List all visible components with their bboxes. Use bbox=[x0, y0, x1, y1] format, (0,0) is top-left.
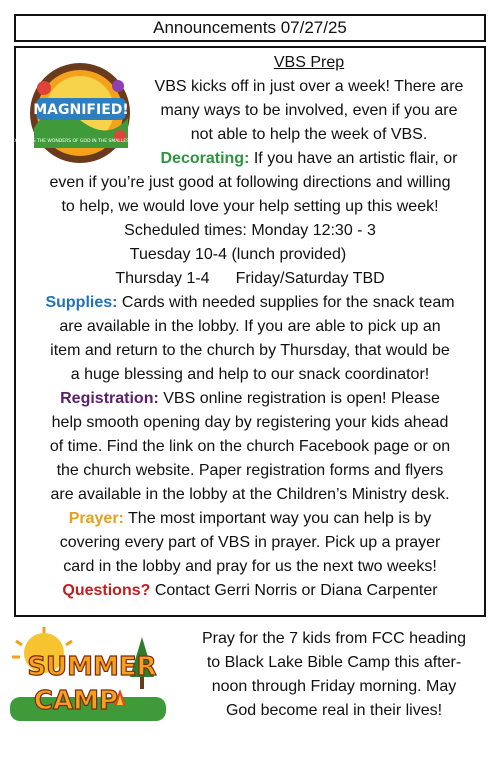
supplies-line: item and return to the church by Thursday, that would be bbox=[50, 342, 450, 359]
registration-line: help smooth opening day by registering your kids ahead bbox=[51, 414, 449, 431]
camp-line: noon through Friday morning. May bbox=[211, 678, 457, 695]
decorating-text: If you have an artistic flair, or bbox=[249, 150, 458, 167]
camp-line: Pray for the 7 kids from FCC heading bbox=[201, 630, 467, 647]
decorating-heading: Decorating: bbox=[160, 150, 250, 167]
vbs-intro-line: not able to help the week of VBS. bbox=[190, 126, 428, 143]
prayer-section bbox=[16, 507, 484, 531]
vbs-prep-title: VBS Prep bbox=[273, 54, 345, 71]
logo-summer-text: SUMMER bbox=[27, 652, 157, 682]
magnified-vbs-logo bbox=[4, 58, 158, 168]
supplies-heading: Supplies: bbox=[45, 294, 118, 311]
registration-heading: Registration: bbox=[60, 390, 159, 407]
supplies-line: are available in the lobby. If you are able to pick up an bbox=[59, 318, 441, 335]
questions-heading: Questions? bbox=[62, 582, 151, 599]
decorating-line: even if you’re just good at following directions and willing bbox=[49, 174, 451, 191]
friday-saturday-time: Friday/Saturday TBD bbox=[235, 270, 385, 287]
vbs-announcement-box bbox=[4, 46, 486, 617]
decorating-schedule-line: Tuesday 10-4 (lunch provided) bbox=[129, 246, 347, 263]
prayer-line: covering every part of VBS in prayer. Pick up a prayer bbox=[59, 534, 441, 551]
registration-text: VBS online registration is open! Please bbox=[158, 390, 440, 407]
summer-camp-logo bbox=[2, 627, 174, 727]
registration-line: the church website. Paper registration forms and flyers bbox=[56, 462, 444, 479]
logo-wordmark: MAGNIFIED! bbox=[33, 102, 129, 118]
prayer-text: The most important way you can help is by bbox=[123, 510, 432, 527]
registration-line: are available in the lobby at the Children’s Ministry desk. bbox=[50, 486, 450, 503]
registration-section bbox=[16, 387, 484, 411]
logo-camp-text: CAMP bbox=[33, 686, 119, 716]
thursday-time: Thursday 1-4 bbox=[115, 270, 210, 287]
supplies-section bbox=[16, 291, 484, 315]
camp-line: God become real in their lives! bbox=[225, 702, 443, 719]
decorating-line: to help, we would love your help setting up this week! bbox=[61, 198, 439, 215]
questions-section bbox=[16, 579, 484, 603]
decorating-section bbox=[134, 147, 484, 171]
questions-contacts: Contact Gerri Norris or Diana Carpenter bbox=[150, 582, 438, 599]
camp-line: to Black Lake Bible Camp this after- bbox=[206, 654, 462, 671]
logo-tagline: DISCOVERING THE WONDERS OF GOD IN THE SMALLEST OF THINGS bbox=[4, 139, 158, 144]
vbs-intro-line: VBS kicks off in just over a week! There are bbox=[154, 78, 464, 95]
decorating-schedule-line: Scheduled times: Monday 12:30 - 3 bbox=[124, 222, 376, 239]
decorating-schedule-times bbox=[16, 267, 484, 291]
prayer-line: card in the lobby and pray for us the next two weeks! bbox=[63, 558, 437, 575]
supplies-line: a huge blessing and help to our snack coordinator! bbox=[70, 366, 430, 383]
registration-line: of time. Find the link on the church Facebook page or on bbox=[49, 438, 451, 455]
page-title: Announcements 07/27/25 bbox=[153, 18, 347, 37]
supplies-text: Cards with needed supplies for the snack team bbox=[117, 294, 455, 311]
announcements-header bbox=[14, 14, 486, 42]
prayer-heading: Prayer: bbox=[68, 510, 124, 527]
vbs-intro-line: many ways to be involved, even if you are bbox=[160, 102, 458, 119]
summer-camp-announcement bbox=[174, 627, 494, 723]
